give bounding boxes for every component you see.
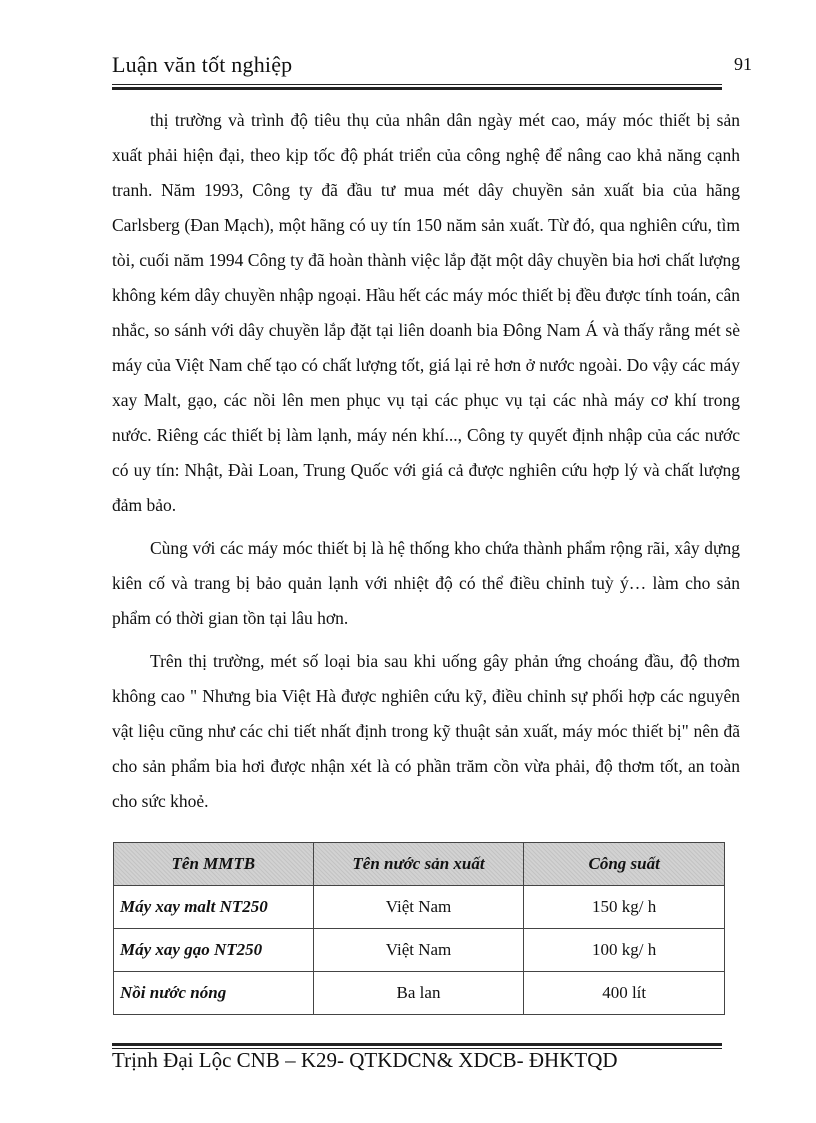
equipment-name: Máy xay gạo NT250 [114,929,314,972]
paragraph-1: thị trường và trình độ tiêu thụ của nhân dân ngày mét cao, máy móc thiết bị sản xuất phải hiện đại, theo kịp tốc độ phát triển của công nghệ để nâng cao khả năng cạnh tranh. Năm 1993, Công ty đã đầu tư mua mét dây chuyền sản xuất bia của hãng Carlsberg (Đan Mạch), một hãng có uy tín 150 năm sản xuất. Từ đó, qua nghiên cứu, tìm tòi, cuối năm 1994 Công ty đã hoàn thành việc lắp đặt một dây chuyền bia hơi chất lượng không kém dây chuyền nhập ngoại. Hầu hết các máy móc thiết bị đều được tính toán, cân nhắc, so sánh với dây chuyền lắp đặt tại liên doanh bia Đông Nam Á và thấy rằng mét sè máy của Việt Nam chế tạo có chất lượng tốt, giá lại rẻ hơn ở nước ngoài. Do vậy các máy xay Malt, gạo, các nồi lên men phục vụ tại các phục vụ tại các nhà máy cơ khí trong nước. Riêng các thiết bị làm lạnh, máy nén khí..., Công ty quyết định nhập của các nước có uy tín: Nhật, Đài Loan, Trung Quốc với giá cả được nghiên cứu hợp lý và chất lượng đảm bảo. [112,110,740,515]
country: Ba lan [313,972,524,1015]
header-title: Luận văn tốt nghiệp [112,52,293,77]
capacity: 150 kg/ h [524,886,725,929]
body-text [112,103,740,827]
table-header-row [114,843,725,886]
paragraph-2: Cùng với các máy móc thiết bị là hệ thống kho chứa thành phẩm rộng rãi, xây dựng kiên cố và trang bị bảo quản lạnh với nhiệt độ có thể điều chỉnh tuỳ ý… làm cho sản phẩm có thời gian tồn tại lâu hơn. [112,538,740,628]
equipment-name: Máy xay malt NT250 [114,886,314,929]
table-row [114,972,725,1015]
country: Việt Nam [313,929,524,972]
page-number: 91 [734,54,752,74]
capacity: 400 lít [524,972,725,1015]
header-rule-thick [112,87,722,90]
capacity: 100 kg/ h [524,929,725,972]
column-header-country: Tên nước sản xuất [313,843,524,886]
equipment-name: Nồi nước nóng [114,972,314,1015]
page-header [112,50,752,82]
equipment-table [113,842,725,1015]
page-footer: Trịnh Đại Lộc CNB – K29- QTKDCN& XDCB- ĐHKTQD [112,1048,618,1072]
column-header-equipment: Tên MMTB [114,843,314,886]
table-row [114,929,725,972]
table-row [114,886,725,929]
paragraph-3: Trên thị trường, mét số loại bia sau khi uống gây phản ứng choáng đầu, độ thơm không cao " Nhưng bia Việt Hà được nghiên cứu kỹ, điều chỉnh sự phối hợp các nguyên vật liệu cũng như các chi tiết nhất định trong kỹ thuật sản xuất, máy móc thiết bị" nên đã cho sản phẩm bia hơi được nhận xét là có phần trăm cồn vừa phải, độ thơm tốt, an toàn cho sức khoẻ. [112,651,740,811]
header-rule-thin [112,84,722,85]
footer-rule-thick [112,1043,722,1046]
country: Việt Nam [313,886,524,929]
column-header-capacity: Công suất [524,843,725,886]
